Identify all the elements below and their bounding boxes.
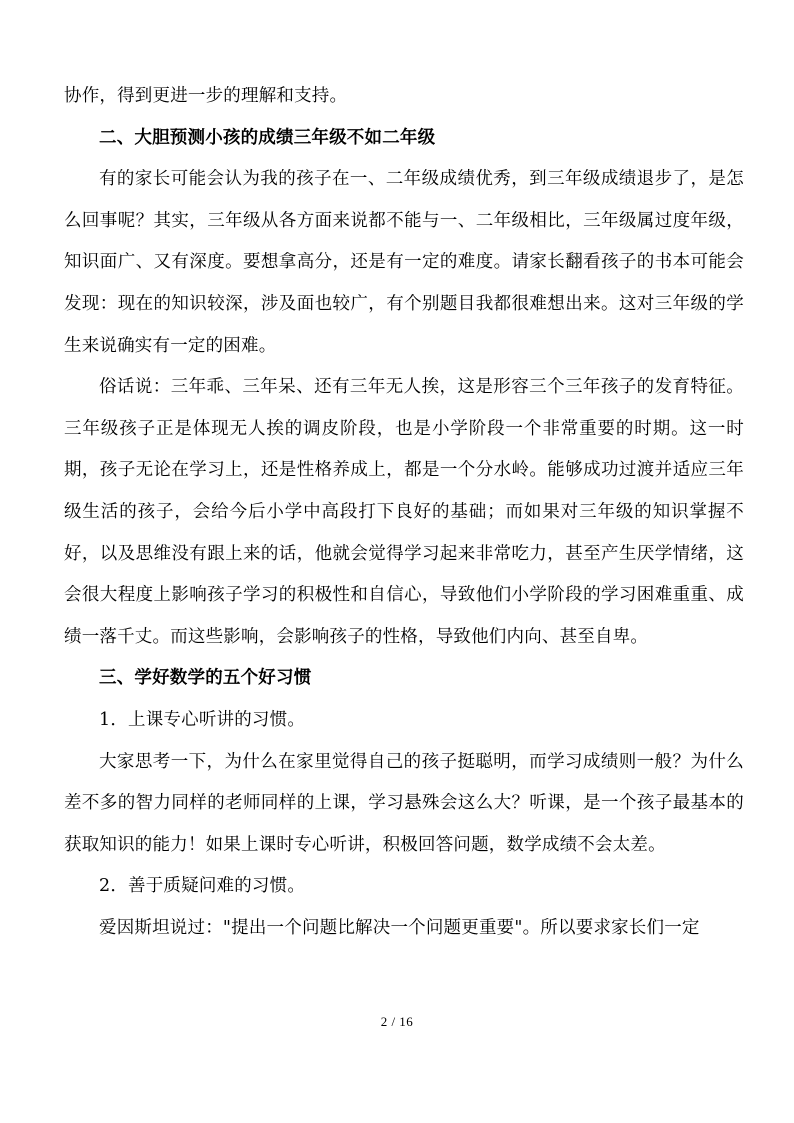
section-heading-two: 二、大胆预测小孩的成绩三年级不如二年级 bbox=[99, 127, 436, 148]
document-body bbox=[64, 76, 744, 949]
habit-item-two: 2．善于质疑问难的习惯。 bbox=[99, 876, 306, 897]
section-heading-three: 三、学好数学的五个好习惯 bbox=[99, 668, 312, 689]
paragraph-listening: 大家思考一下，为什么在家里觉得自己的孩子挺聪明，而学习成绩则一般？为什么差不多的智力同样的老师同样的上课，学习悬殊会这么大？听课，是一个孩子最基本的获取知识的能力！如果上课时专心听讲，积极回答问题，数学成绩不会太差。 bbox=[64, 751, 744, 855]
page-number: 2 / 16 bbox=[380, 1014, 414, 1029]
paragraph-grade-three-performance: 有的家长可能会认为我的孩子在一、二年级成绩优秀，到三年级成绩退步了，是怎么回事呢？其实，三年级从各方面来说都不能与一、二年级相比，三年级属过度年级，知识面广、又有深度。要想拿高分，还是有一定的难度。请家长翻看孩子的书本可能会发现：现在的知识较深，涉及面也较广，有个别题目我都很难想出来。这对三年级的学生来说确实有一定的困难。 bbox=[64, 169, 744, 356]
paragraph-continuation: 协作，得到更进一步的理解和支持。 bbox=[64, 86, 348, 106]
paragraph-einstein: 爱因斯坦说过："提出一个问题比解决一个问题更重要"。所以要求家长们一定 bbox=[99, 917, 700, 938]
habit-item-one: 1．上课专心听讲的习惯。 bbox=[99, 709, 306, 730]
paragraph-saying: 俗话说：三年乖、三年呆、还有三年无人挨，这是形容三个三年孩子的发育特征。三年级孩子正是体现无人挨的调皮阶段，也是小学阶段一个非常重要的时期。这一时期，孩子无论在学习上，还是性格养成上，都是一个分水岭。能够成功过渡并适应三年级生活的孩子，会给今后小学中高段打下良好的基础；而如果对三年级的知识掌握不好，以及思维没有跟上来的话，他就会觉得学习起来非常吃力，甚至产生厌学情绪，这会很大程度上影响孩子学习的积极性和自信心，导致他们小学阶段的学习困难重重、成绩一落千丈。而这些影响，会影响孩子的性格，导致他们内向、甚至自卑。 bbox=[64, 377, 744, 647]
